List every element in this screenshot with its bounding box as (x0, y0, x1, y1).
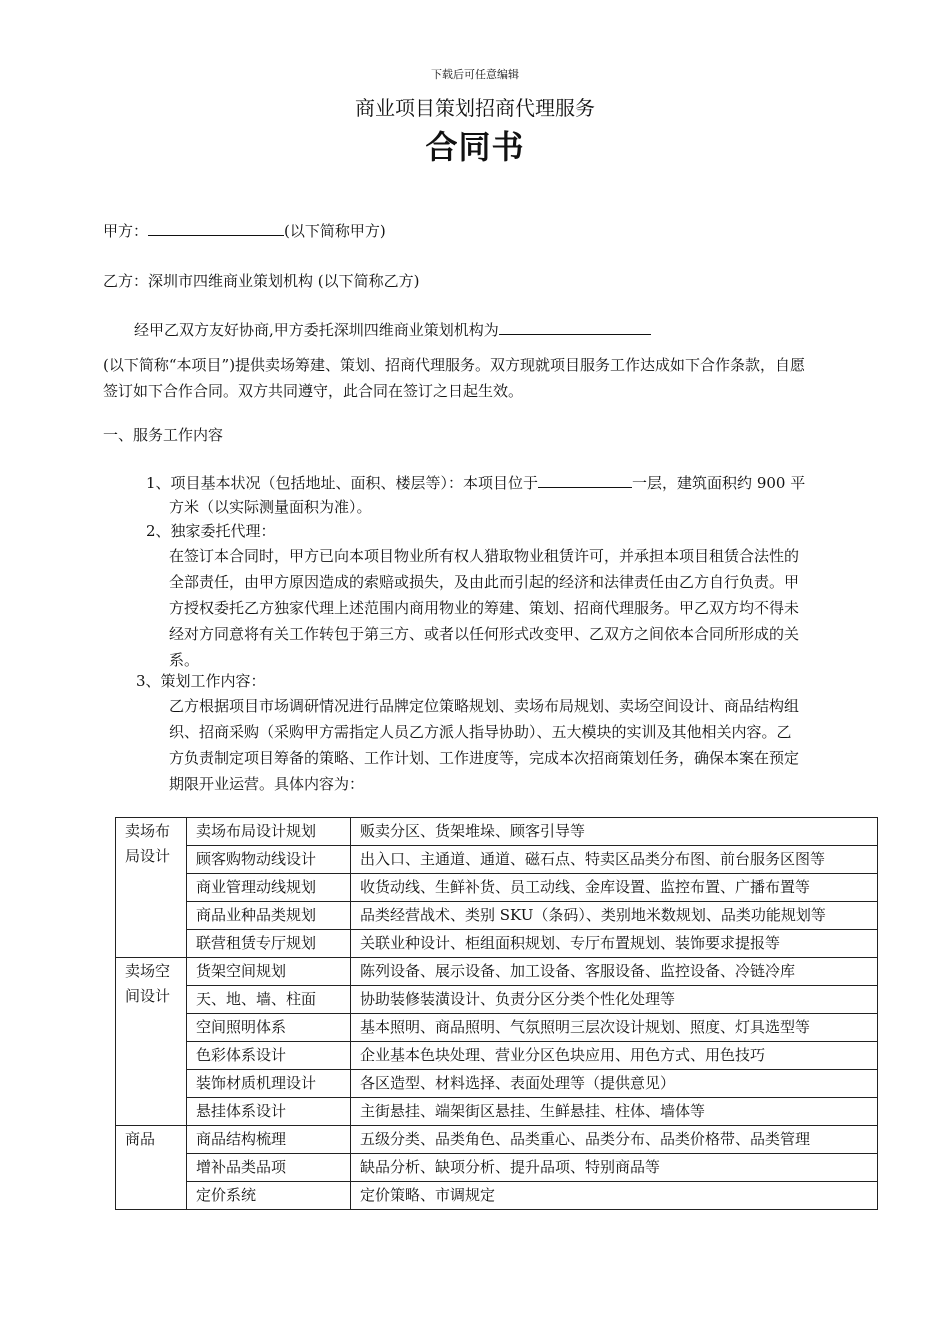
item-2-line: 方授权委托乙方独家代理上述范围内商用物业的筹建、策划、招商代理服务。甲乙双方均不得未 (169, 599, 800, 617)
detail-cell: 各区造型、材料选择、表面处理等（提供意见） (351, 1070, 878, 1098)
item-3-title: 3、策划工作内容： (136, 672, 266, 690)
detail-cell: 五级分类、品类角色、品类重心、品类分布、品类价格带、品类管理 (351, 1126, 878, 1154)
item-cell: 货架空间规划 (187, 958, 351, 986)
item-2-line: 系。 (169, 651, 200, 669)
project-blank (499, 320, 651, 335)
party-a-suffix: (以下简称甲方) (284, 222, 386, 240)
detail-cell: 协助装修装潢设计、负责分区分类个性化处理等 (351, 986, 878, 1014)
item-3-body (169, 693, 879, 797)
item-cell: 增补品类品项 (187, 1154, 351, 1182)
location-blank (538, 473, 632, 488)
table-row (116, 818, 878, 846)
table-row (116, 874, 878, 902)
item-2-body (169, 543, 879, 673)
detail-cell: 基本照明、商品照明、气氛照明三层次设计规划、照度、灯具选型等 (351, 1014, 878, 1042)
item-cell: 悬挂体系设计 (187, 1098, 351, 1126)
detail-cell: 定价策略、市调规定 (351, 1182, 878, 1210)
item-cell: 卖场布局设计规划 (187, 818, 351, 846)
table-row (116, 930, 878, 958)
detail-cell: 贩卖分区、货架堆垛、顾客引导等 (351, 818, 878, 846)
section-1-heading: 一、服务工作内容 (103, 426, 224, 444)
party-a-blank (148, 221, 284, 236)
table-row (116, 958, 878, 986)
table-row (116, 1154, 878, 1182)
party-a-label: 甲方： (103, 222, 149, 240)
item-cell: 商品业种品类规划 (187, 902, 351, 930)
detail-cell: 主街悬挂、端架街区悬挂、生鲜悬挂、柱体、墙体等 (351, 1098, 878, 1126)
item-2-line: 经对方同意将有关工作转包于第三方、或者以任何形式改变甲、乙双方之间依本合同所形成的关 (169, 625, 800, 643)
item-cell: 联营租赁专厅规划 (187, 930, 351, 958)
category-cell: 商品 (116, 1126, 187, 1210)
category-cell: 卖场布局设计 (116, 818, 187, 958)
contract-subtitle: 商业项目策划招商代理服务 (355, 96, 595, 120)
item-cell: 空间照明体系 (187, 1014, 351, 1042)
party-a-line (103, 220, 386, 241)
item-1-line-1 (146, 472, 805, 493)
service-content-table (115, 817, 878, 1210)
detail-cell: 关联业种设计、柜组面积规划、专厅布置规划、装饰要求提报等 (351, 930, 878, 958)
table-row (116, 1070, 878, 1098)
table-row (116, 1098, 878, 1126)
detail-cell: 品类经营战术、类别 SKU（条码）、类别地米数规划、品类功能规划等 (351, 902, 878, 930)
table-row (116, 1042, 878, 1070)
item-cell: 天、地、墙、柱面 (187, 986, 351, 1014)
item-cell: 商业管理动线规划 (187, 874, 351, 902)
table-row (116, 1126, 878, 1154)
intro-line-3: 签订如下合作合同。双方共同遵守，此合同在签订之日起生效。 (103, 382, 524, 400)
table-row (116, 846, 878, 874)
item-2-title: 2、独家委托代理： (146, 522, 276, 540)
intro-line-2: (以下简称“本项目”)提供卖场筹建、策划、招商代理服务。双方现就项目服务工作达成如下合作条款，自愿 (103, 356, 806, 374)
detail-cell: 企业基本色块处理、营业分区色块应用、用色方式、用色技巧 (351, 1042, 878, 1070)
item-cell: 装饰材质机理设计 (187, 1070, 351, 1098)
table-row (116, 1182, 878, 1210)
contract-title: 合同书 (425, 128, 525, 166)
intro-line-1 (134, 319, 651, 340)
item-cell: 定价系统 (187, 1182, 351, 1210)
table-row (116, 986, 878, 1014)
table-row (116, 1014, 878, 1042)
item-3-line: 织、招商采购（采购甲方需指定人员乙方派人指导协助）、五大模块的实训及其他相关内容。乙 (169, 723, 792, 741)
item-cell: 色彩体系设计 (187, 1042, 351, 1070)
item-1-text-b: 一层，建筑面积约 900 平 (632, 474, 806, 492)
detail-cell: 缺品分析、缺项分析、提升品项、特别商品等 (351, 1154, 878, 1182)
item-3-line: 方负责制定项目筹备的策略、工作计划、工作进度等，完成本次招商策划任务，确保本案在预定 (169, 749, 800, 767)
item-3-line: 期限开业运营。具体内容为： (169, 775, 365, 793)
item-1-text-a: 1、项目基本状况（包括地址、面积、楼层等）：本项目位于 (146, 474, 539, 492)
item-2-line: 在签订本合同时，甲方已向本项目物业所有权人猎取物业租赁许可，并承担本项目租赁合法性的 (169, 547, 800, 565)
category-cell: 卖场空间设计 (116, 958, 187, 1126)
item-cell: 商品结构梳理 (187, 1126, 351, 1154)
download-note: 下载后可任意编辑 (431, 68, 519, 81)
detail-cell: 收货动线、生鲜补货、员工动线、金库设置、监控布置、广播布置等 (351, 874, 878, 902)
detail-cell: 陈列设备、展示设备、加工设备、客服设备、监控设备、冷链冷库 (351, 958, 878, 986)
item-cell: 顾客购物动线设计 (187, 846, 351, 874)
table-row (116, 902, 878, 930)
item-1-line-2: 方米（以实际测量面积为准）。 (169, 498, 372, 516)
item-2-line: 全部责任，由甲方原因造成的索赔或损失，及由此而引起的经济和法律责任由乙方自行负责。甲 (169, 573, 800, 591)
intro-text-1: 经甲乙双方友好协商,甲方委托深圳四维商业策划机构为 (134, 321, 499, 339)
item-3-line: 乙方根据项目市场调研情况进行品牌定位策略规划、卖场布局规划、卖场空间设计、商品结构组 (169, 697, 800, 715)
detail-cell: 出入口、主通道、通道、磁石点、特卖区品类分布图、前台服务区图等 (351, 846, 878, 874)
party-b-line: 乙方：深圳市四维商业策划机构 (以下简称乙方) (103, 272, 420, 290)
